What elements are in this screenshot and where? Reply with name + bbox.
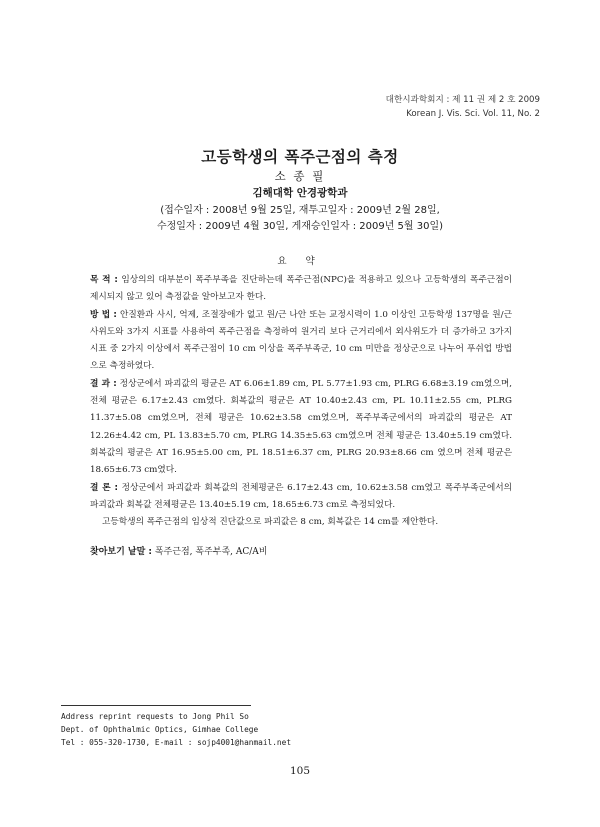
abstract-body [90, 272, 512, 531]
journal-header [386, 93, 540, 121]
abstract-conclusion [90, 480, 512, 515]
keywords [90, 544, 520, 557]
footnote [61, 710, 291, 749]
purpose-label: 목 적 : [90, 275, 118, 285]
footnote-contact: Tel : 055-320-1730, E-mail : sojp4001@hanmail.net [61, 738, 292, 747]
abstract-purpose [90, 272, 512, 307]
abstract-closing: 고등학생의 폭주근점의 임상적 진단값으로 파괴값은 8 cm, 회복값은 14 cm를 제안한다. [102, 517, 439, 528]
submission-dates [0, 203, 600, 235]
result-label: 결 과 : [90, 378, 117, 389]
result-text: 정상군에서 파괴값의 평균은 AT 6.06±1.89 cm, PL 5.77±1.93 cm, PLRG 6.68±3.19 cm였으며, 전체 평균은 6.17±2.43 cm였다. 회복값의 평균은 AT 10.40±2.43 cm, PL 10.11±2.55 cm, PLRG 11.37±5.08 cm였으며, 전체 평균은 10.62±3.58 cm였으며, 폭주부족군에서의 파괴값의 평균은 AT 12.26±4.42 cm, PL 13.83±5.70 cm, PLRG 14.35±5.63 cm였으며 전체 평균은 13.40±5.19 cm였다. 회복값의 평균은 AT 16.95±5.00 cm, PL 18.51±6.37 cm, PLRG 20.93±8.66 cm 였으며 전체 평균은 18.65±6.73 cm였다. [90, 378, 512, 476]
dates-line-2: 수정일자 : 2009년 4월 30일, 게재승인일자 : 2009년 5월 30일) [156, 221, 444, 232]
journal-english-citation: Korean J. Vis. Sci. Vol. 11, No. 2 [406, 109, 540, 119]
method-text: 안질환과 사시, 억제, 조절장애가 없고 원/근 나안 또는 교정시력이 1.0 이상인 고등학생 137명을 원/근 사위도와 3가지 시표를 사용하여 폭주근점을 측정하여 원거리 보다 근거리에서 외사위도가 더 증가하고 3가지 시표 중 2가지 이상에서 폭주근점이 10 cm 이상을 폭주부족군, 10 cm 미만을 정상군으로 나누어 푸쉬업 방법으로 측정하였다. [90, 309, 512, 372]
footnote-divider [61, 705, 251, 706]
purpose-text: 임상의의 대부분이 폭주부족을 진단하는데 폭주근점(NPC)을 적용하고 있으나 고등학생의 폭주근점이 제시되지 않고 있어 측정값을 알아보고자 한다. [90, 275, 512, 303]
author-name: 소 종 필 [274, 169, 326, 183]
dates-line-1: (접수일자 : 2008년 9월 25일, 재투고일자 : 2009년 2월 28일, [160, 205, 440, 216]
conclusion-label: 결 론 : [90, 482, 119, 493]
method-label: 방 법 : [90, 309, 117, 320]
keywords-label: 찾아보기 낱말 : [90, 547, 153, 557]
abstract-heading: 요 약 [277, 256, 323, 267]
footnote-address: Address reprint requests to Jong Phil So [61, 712, 249, 721]
paper-title: 고등학생의 폭주근점의 측정 [201, 148, 399, 166]
abstract-result [90, 376, 512, 480]
author-affiliation: 김해대학 안경광학과 [252, 187, 348, 199]
footnote-department: Dept. of Ophthalmic Optics, Gimhae College [61, 725, 259, 734]
journal-korean-citation: 대한시과학회지 : 제 11 권 제 2 호 2009 [385, 95, 540, 105]
keywords-text: 폭주근점, 폭주부족, AC/A비 [152, 547, 268, 557]
abstract-method [90, 307, 512, 376]
page-number: 105 [289, 765, 311, 777]
conclusion-text: 정상군에서 파괴값과 회복값의 전체평균은 6.17±2.43 cm, 10.62±3.58 cm였고 폭주부족군에서의 파괴값과 회복값 전체평균은 13.40±5.19 cm, 18.65±6.73 cm로 측정되었다. [90, 482, 512, 510]
